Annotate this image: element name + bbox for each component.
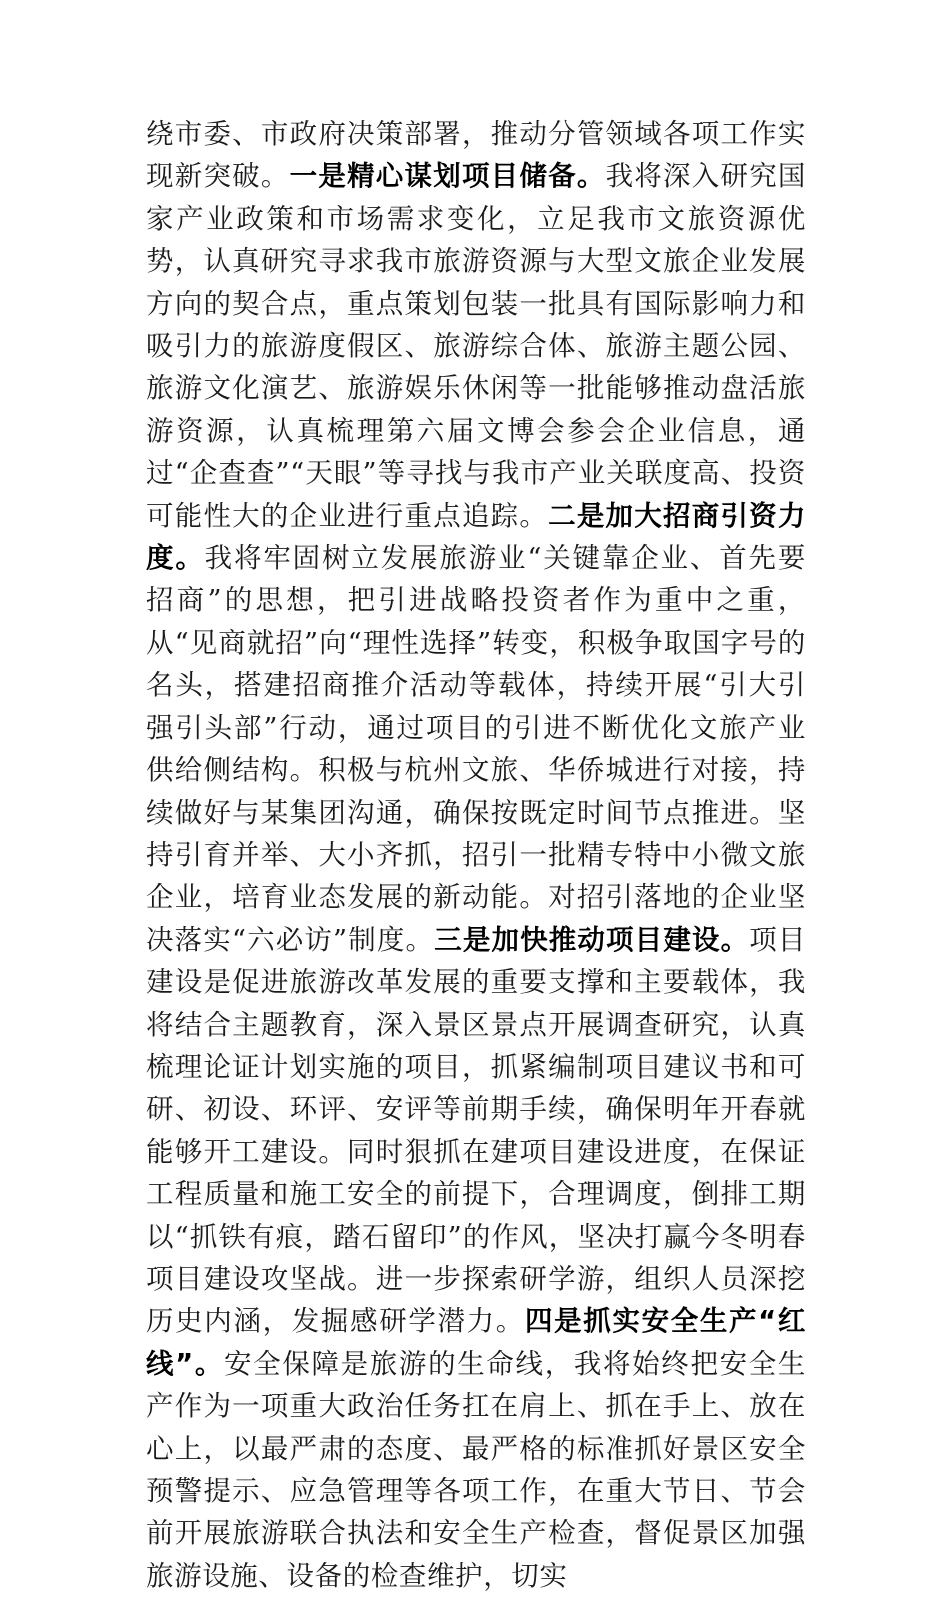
heading-two-run: 二是加大招商引资力度。 [146, 499, 806, 575]
heading-four-run: 四是抓实安全生产“红线”。 [146, 1305, 806, 1380]
text-run: 项目建设是促进旅游改革发展的重要支撑和主要载体，我将结合主题教育，深入景区景点开展调查研究，认真梳理论证计划实施的项目，抓紧编制项目建议书和可研、初设、环评、安评等前期手续，确保明年开春就能够开工建设。同时狠抓在建项目建设进度，在保证工程质量和施工安全的前提下，合理调度，倒排工期以“抓铁有痕，踏石留印”的作风，坚决打赢今冬明春项目建设攻坚战。进一步探索研学游，组织人员深挖历史内涵，发掘感研学潜力。 [146, 923, 806, 1338]
text-run: 我将牢固树立发展旅游业“关键靠企业、首先要招商”的思想，把引进战略投资者作为重中之重，从“见商就招”向“理性选择”转变，积极争取国字号的名头，搭建招商推介活动等载体，持续开展“引大引强引头部”行动，通过项目的引进不断优化文旅产业供给侧结构。积极与杭州文旅、华侨城进行对接，持续做好与某集团沟通，确保按既定时间节点推进。坚持引育并举、大小齐抓，招引一批精专特中小微文旅企业，培育业态发展的新动能。对招引落地的企业坚决落实“六必访”制度。 [146, 542, 806, 956]
text-run: 我将深入研究国家产业政策和市场需求变化，立足我市文旅资源优势，认真研究寻求我市旅游资源与大型文旅企业发展方向的契合点，重点策划包装一批具有国际影响力和吸引力的旅游度假区、旅游综合体、旅游主题公园、旅游文化演艺、旅游娱乐休闲等一批能够推动盘活旅游资源，认真梳理第六届文博会参会企业信息，通过“企查查”“天眼”等寻找与我市产业关联度高、投资可能性大的企业进行重点追踪。 [146, 160, 807, 532]
text-run: 绕市委、市政府决策部署，推动分管领域各项工作实现新突破。 [146, 118, 806, 193]
text-run: 安全保障是旅游的生命线，我将始终把安全生产作为一项重大政治任务扛在肩上、抓在手上、放在心上，以最严肃的态度、最严格的标准抓好景区安全预警提示、应急管理等各项工作，在重大节日、节会前开展旅游联合执法和安全生产检查，督促景区加强旅游设施、设备的检查维护，切实 [146, 1347, 807, 1592]
heading-one-run: 一是精心谋划项目储备。 [289, 160, 606, 193]
heading-three-run: 三是加快推动项目建设。 [434, 923, 750, 956]
body-paragraph [146, 113, 806, 1597]
